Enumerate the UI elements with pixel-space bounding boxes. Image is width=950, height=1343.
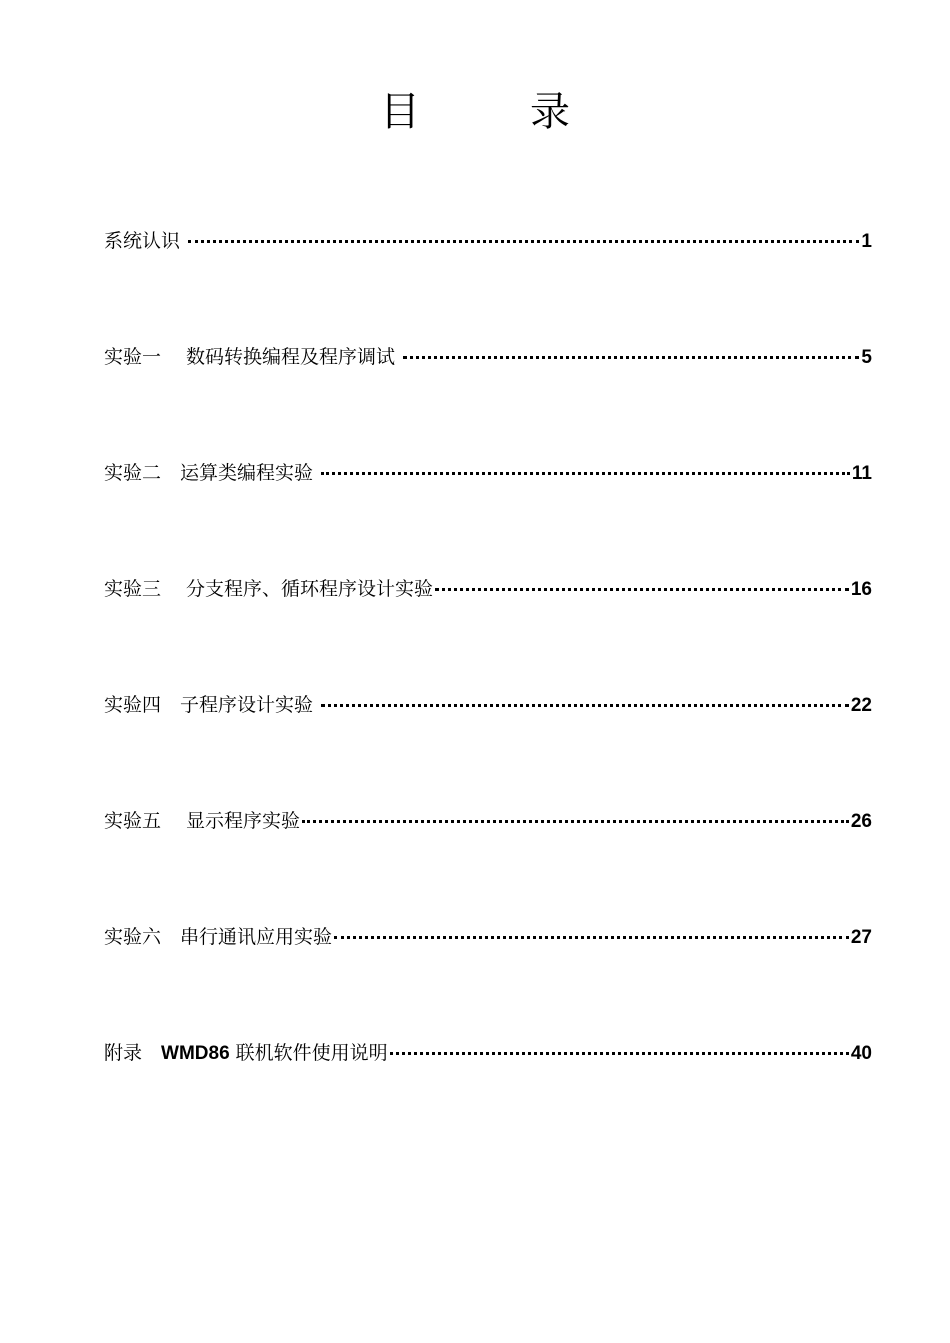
toc-entry[interactable] xyxy=(104,1038,872,1068)
toc-entry-label xyxy=(104,1038,388,1065)
dot-leader xyxy=(321,472,850,475)
toc-page-number: 27 xyxy=(850,927,872,948)
toc-page-number: 40 xyxy=(850,1043,872,1064)
dot-leader xyxy=(403,356,859,359)
toc-page-number: 5 xyxy=(861,347,872,368)
toc-page-number: 11 xyxy=(851,463,872,484)
toc-page-number: 22 xyxy=(850,695,872,716)
toc-entry-label: 实验三 分支程序、循环程序设计实验 xyxy=(104,578,434,600)
toc-entry-label-prefix: 附录 xyxy=(104,1042,162,1064)
toc-entry-label: 系统认识 xyxy=(104,230,187,252)
dot-leader xyxy=(321,704,849,707)
toc-entry-label: 实验五 显示程序实验 xyxy=(104,810,301,832)
toc-entry-label: 实验四 子程序设计实验 xyxy=(104,694,320,716)
toc-entry[interactable] xyxy=(104,806,872,836)
toc-entry[interactable] xyxy=(104,458,872,488)
dot-leader xyxy=(334,936,849,939)
toc-page-number: 26 xyxy=(850,811,872,832)
dot-leader xyxy=(188,240,859,243)
toc-entry[interactable] xyxy=(104,342,872,372)
toc-entry[interactable] xyxy=(104,226,872,256)
dot-leader xyxy=(390,1052,849,1055)
toc-entry-label: 实验一 数码转换编程及程序调试 xyxy=(104,346,402,368)
toc-entry[interactable] xyxy=(104,690,872,720)
dot-leader xyxy=(302,820,849,823)
title-char-1: 目 xyxy=(380,89,420,135)
toc-entry-label-bold: WMD86 xyxy=(161,1043,230,1064)
toc-entry[interactable] xyxy=(104,574,872,604)
title-char-2: 录 xyxy=(530,89,570,135)
dot-leader xyxy=(435,588,849,591)
toc-entry-label: 实验二 运算类编程实验 xyxy=(104,462,320,484)
toc-entry[interactable] xyxy=(104,922,872,952)
toc-page-number: 16 xyxy=(850,579,872,600)
page-title xyxy=(0,86,950,138)
toc-entry-label-suffix: 联机软件使用说明 xyxy=(229,1042,388,1064)
toc-page-number: 1 xyxy=(861,231,872,252)
toc-entry-label: 实验六 串行通讯应用实验 xyxy=(104,926,333,948)
